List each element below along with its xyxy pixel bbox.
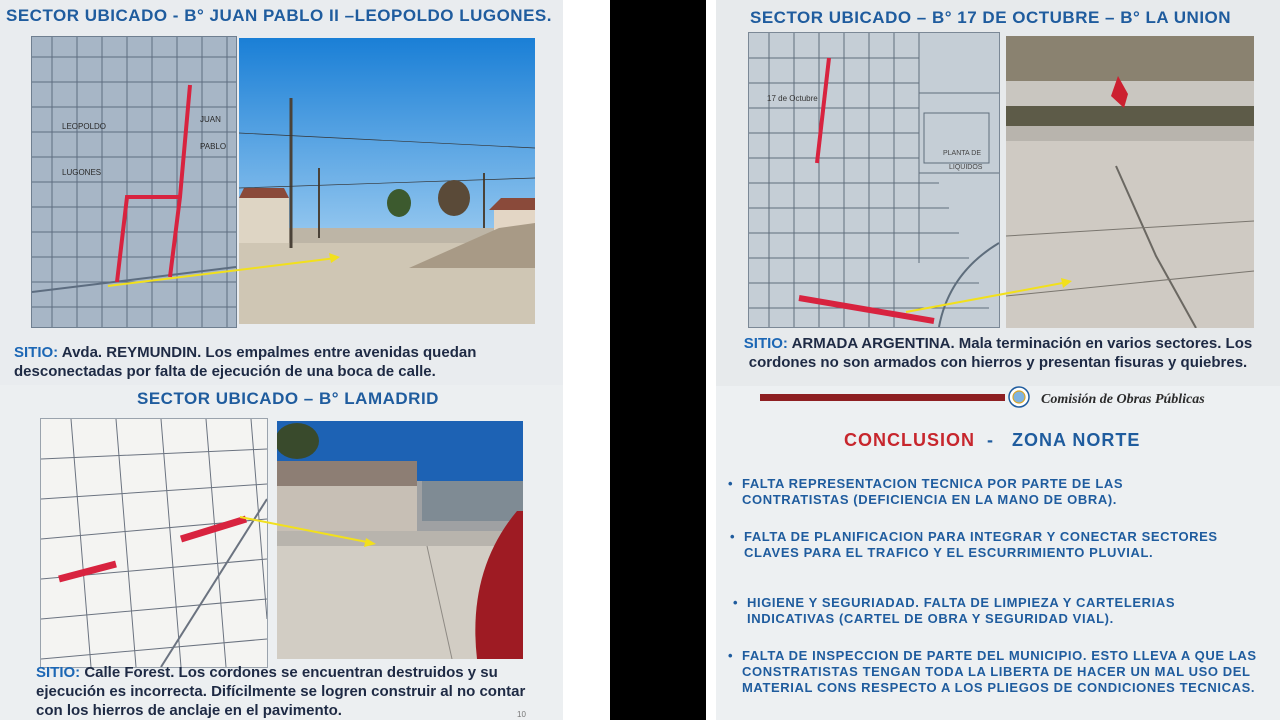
municipal-seal-icon [1008,386,1030,408]
sector-heading: SECTOR UBICADO – B° LAMADRID [137,389,439,408]
page-number: 10 [517,710,526,719]
site-caption [724,334,1272,372]
conclusion-title [844,430,1140,451]
site-description: ARMADA ARGENTINA. Mala terminación en varios sectores. Los cordones no son armados con hierros y presentan fisuras y quiebres. [748,335,1253,371]
bullet-text: FALTA DE INSPECCION DE PARTE DEL MUNICIPIO. ESTO LLEVA A QUE LAS CONSTRATISTAS TENGAN TODA LA LIBERTA DE HACER UN MAL USO DEL MATERIAL CONS RESPECTO A LOS PLIEGOS DE CONDICIONES TECNICAS. [742,648,1257,695]
sector-heading: SECTOR UBICADO - B° JUAN PABLO II –LEOPOLDO LUGONES. [6,6,552,25]
map-label: PLANTA DE [943,150,981,157]
map-label: PABLO [200,142,227,151]
site-description: Calle Forest. Los cordones se encuentran destruidos y su ejecución es incorrecta. Difícilmente se logren construir al no contar con los hierros de anclaje en el pavimento. [36,664,526,719]
site-caption [36,663,556,720]
site-label: SITIO: [14,344,59,361]
bullet-marker: • [730,529,736,544]
conclusion-label: CONCLUSION [844,430,975,450]
map-label: 17 de Octubre [767,94,818,103]
map-label: JUAN [200,115,221,124]
slide-conclusion [716,386,1280,720]
commission-name: Comisión de Obras Públicas [1041,392,1205,407]
background-gap [610,0,706,720]
slide-17-de-octubre [716,0,1280,386]
bullet-text: FALTA REPRESENTACION TECNICA POR PARTE DE LAS CONTRATISTAS (DEFICIENCIA EN LA MANO DE OBRA). [742,476,1124,507]
slide-lamadrid [0,385,563,720]
bullet-text: FALTA DE PLANIFICACION PARA INTEGRAR Y CONECTAR SECTORES CLAVES PARA EL TRAFICO Y EL ESCURRIMIENTO PLUVIAL. [744,529,1218,560]
slide-juan-pablo [0,0,563,385]
sector-heading: SECTOR UBICADO – B° 17 DE OCTUBRE – B° LA UNION [750,8,1232,27]
title-separator: - [987,430,995,450]
bullet-marker: • [728,648,734,663]
conclusion-bullet [730,529,1224,561]
map-label: LIQUIDOS [949,164,983,171]
conclusion-bullet [728,476,1222,508]
bullet-marker: • [733,595,739,610]
site-caption [14,343,544,381]
location-arrow [0,0,563,385]
location-arrow [716,0,1280,386]
bullet-text: HIGIENE Y SEGURIADAD. FALTA DE LIMPIEZA Y CARTELERIAS INDICATIVAS (CARTEL DE OBRA Y SEGURIDAD VIAL). [747,595,1176,626]
bullet-marker: • [728,476,734,491]
conclusion-bullet [733,595,1247,627]
site-label: SITIO: [36,664,81,681]
site-label: SITIO: [743,335,788,352]
conclusion-bullet [728,648,1262,696]
zone-label: ZONA NORTE [1012,430,1141,450]
map-label: LUGONES [62,168,102,177]
header-bar [760,394,1005,401]
site-description: Avda. REYMUNDIN. Los empalmes entre avenidas quedan desconectadas por falta de ejecución de una boca de calle. [14,344,477,380]
map-label: LEOPOLDO [62,122,107,131]
